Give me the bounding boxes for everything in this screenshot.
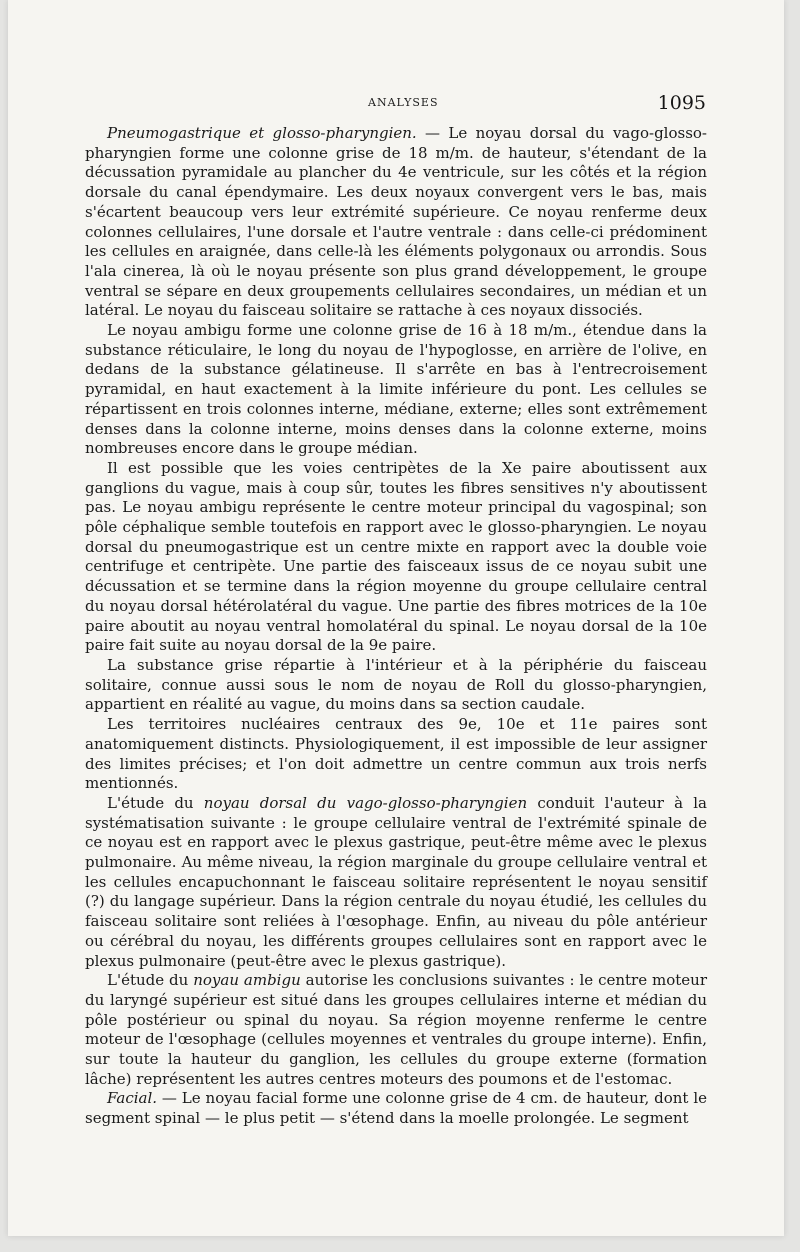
page-number: 1095 (657, 92, 706, 114)
paragraph (85, 971, 707, 1089)
paragraph-prefix: L'étude du (107, 793, 204, 812)
body-text (85, 124, 707, 1129)
paragraph (85, 794, 707, 971)
paragraph-text: — Le noyau facial forme une colonne grise de 4 cm. de hauteur, dont le segment spinal — le plus petit — s'étend dans la moelle prolongée. Le segment (85, 1089, 707, 1128)
paragraph-text: Les territoires nucléaires centraux des 9e, 10e et 11e paires sont anatomiquement distincts. Physiologiquement, il est impossible de leur assigner des limites précises; et l'on doit admettre un centre commun aux trois nerfs mentionnés. (85, 715, 707, 793)
paragraph (85, 124, 707, 321)
paragraph-prefix: L'étude du (107, 971, 194, 990)
section-heading: Pneumogastrique et glosso-pharyngien. (107, 124, 417, 142)
paragraph (85, 1089, 707, 1128)
paragraph (85, 321, 707, 459)
paragraph (85, 715, 707, 794)
paragraph-text: Le noyau ambigu forme une colonne grise de 16 à 18 m/m., étendue dans la substance réticulaire, le long du noyau de l'hypoglosse, en arrière de l'olive, en dedans de la substance gélatineuse. Il s'arrête en bas à l'entrecroisement pyramidal, en haut exactement à la limite inférieure du pont. Les cellules se répartissent en trois colonnes interne, médiane, externe; elles sont extrêmement denses dans la colonne interne, moins denses dans la colonne externe, moins nombreuses encore dans le groupe médian. (85, 321, 707, 458)
document-page (8, 0, 784, 1236)
running-title: ANALYSES (368, 96, 439, 109)
page-header (8, 94, 784, 114)
paragraph-text: Il est possible que les voies centripètes de la Xe paire aboutissent aux ganglions du vague, mais à coup sûr, toutes les fibres sensitives n'y aboutissent pas. Le noyau ambigu représente le centre moteur principal du vagospinal; son pôle céphalique semble toutefois en rapport avec le glosso-pharyngien. Le noyau dorsal du pneumogastrique est un centre mixte en rapport avec la double voie centrifuge et centripète. Une partie des faisceaux issus de ce noyau subit une décussation et se termine dans la région moyenne du groupe cellulaire central du noyau dorsal hétérolatéral du vague. Une partie des fibres motrices de la 10e paire aboutit au noyau ventral homolatéral du spinal. Le noyau dorsal de la 10e paire fait suite au noyau dorsal de la 9e paire. (85, 458, 707, 655)
section-heading: Facial. (107, 1089, 158, 1108)
italic-term: noyau ambigu (193, 971, 301, 990)
paragraph-text: conduit l'auteur à la systématisation suivante : le groupe cellulaire ventral de l'extrémité spinale de ce noyau est en rapport avec le plexus gastrique, peut-être même avec le plexus pulmonaire. Au même niveau, la région marginale du groupe cellulaire ventral et les cellules encapuchonnant le faisceau solitaire représentent le noyau sensitif (?) du langage supérieur. Dans la région centrale du noyau étudié, les cellules du faisceau solitaire sont reliées à l'œsophage. Enfin, au niveau du pôle antérieur ou cérébral du noyau, les différents groupes cellulaires sont en rapport avec le plexus pulmonaire (peut-être avec le plexus gastrique). (85, 793, 708, 970)
paragraph-text: La substance grise répartie à l'intérieur et à la périphérie du faisceau solitaire, connue aussi sous le nom de noyau de Roll du glosso-pharyngien, appartient en réalité au vague, du moins dans sa section caudale. (85, 655, 707, 714)
paragraph (85, 656, 707, 715)
italic-term: noyau dorsal du vago-glosso-pharyngien (203, 793, 528, 812)
paragraph (85, 459, 707, 656)
paragraph-text: autorise les conclusions suivantes : le centre moteur du laryngé supérieur est situé dans les groupes cellulaires interne et médian du pôle postérieur ou spinal du noyau. Sa région moyenne renferme le centre moteur de l'œsophage (cellules moyennes et ventrales du groupe interne). Enfin, sur toute la hauteur du ganglion, les cellules du groupe externe (formation lâche) représentent les autres centres moteurs des poumons et de l'estomac. (85, 971, 707, 1088)
paragraph-text: — Le noyau dorsal du vago-glosso-pharyngien forme une colonne grise de 18 m/m. de hauteur, s'étendant de la décussation pyramidale au plancher du 4e ventricule, sur les côtés et la région dorsale du canal épendymaire. Les deux noyaux convergent vers le bas, mais s'écartent beaucoup vers leur extrémité supérieure. Ce noyau renferme deux colonnes cellulaires, l'une dorsale et l'autre ventrale : dans celle-ci prédominent les cellules en araignée, dans celle-là les éléments polygonaux ou arrondis. Sous l'ala cinerea, là où le noyau présente son plus grand développement, le groupe ventral se sépare en deux groupements cellulaires secondaires, un médian et un latéral. Le noyau du faisceau solitaire se rattache à ces noyaux dissociés. (85, 124, 707, 320)
